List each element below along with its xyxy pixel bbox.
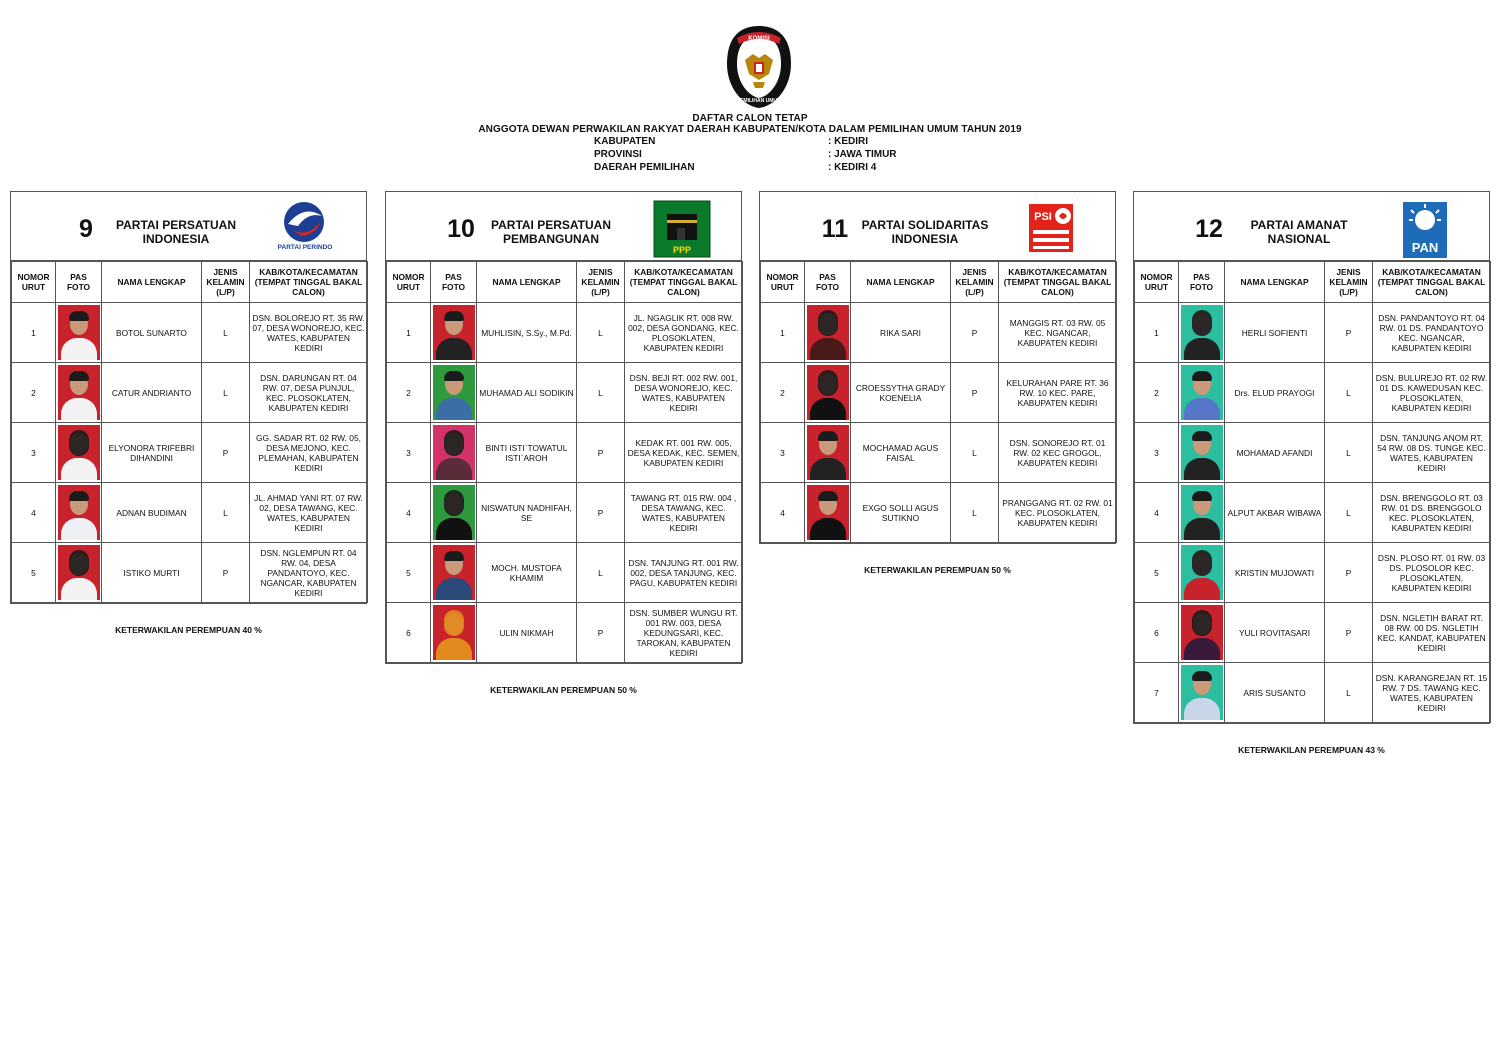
table-row — [12, 303, 368, 363]
candidate-number: 3 — [12, 423, 56, 483]
candidate-name: HERLI SOFIENTI — [1225, 303, 1325, 363]
candidate-address: DSN. NGLEMPUN RT. 04 RW. 04, DESA PANDANTOYO, KEC. NGANCAR, KABUPATEN KEDIRI — [250, 543, 368, 603]
col-jenis-kelamin: JENIS KELAMIN (L/P) — [577, 262, 625, 303]
candidate-number: 7 — [1135, 663, 1179, 723]
candidate-name: ARIS SUSANTO — [1225, 663, 1325, 723]
candidate-photo-cell — [1179, 303, 1225, 363]
candidate-table — [386, 261, 743, 663]
candidate-table — [11, 261, 368, 603]
candidate-name: ULIN NIKMAH — [477, 603, 577, 663]
candidate-name: NISWATUN NADHIFAH, SE — [477, 483, 577, 543]
candidate-photo-cell — [431, 423, 477, 483]
candidate-photo — [1181, 545, 1223, 600]
candidate-name: MUHLISIN, S.Sy., M.Pd. — [477, 303, 577, 363]
candidate-number: 2 — [387, 363, 431, 423]
meta-kabupaten — [594, 136, 868, 147]
candidate-address: KELURAHAN PARE RT. 36 RW. 10 KEC. PARE, KABUPATEN KEDIRI — [999, 363, 1117, 423]
meta-label: DAERAH PEMILIHAN — [594, 162, 695, 173]
candidate-name: RIKA SARI — [851, 303, 951, 363]
col-jenis-kelamin: JENIS KELAMIN (L/P) — [202, 262, 250, 303]
col-nama-lengkap: NAMA LENGKAP — [477, 262, 577, 303]
candidate-gender: P — [202, 543, 250, 603]
table-row — [387, 603, 743, 663]
party-name: PARTAI SOLIDARITAS INDONESIA — [861, 218, 989, 246]
party-name: PARTAI PERSATUAN INDONESIA — [116, 218, 236, 246]
candidate-address: DSN. PANDANTOYO RT. 04 RW. 01 DS. PANDANTOYO KEC. NGANCAR, KABUPATEN KEDIRI — [1373, 303, 1491, 363]
candidate-photo-cell — [805, 363, 851, 423]
col-alamat: KAB/KOTA/KECAMATAN (TEMPAT TINGGAL BAKAL CALON) — [250, 262, 368, 303]
candidate-photo-cell — [805, 483, 851, 543]
col-pas-foto: PAS FOTO — [431, 262, 477, 303]
party-panel — [759, 191, 1116, 575]
col-alamat: KAB/KOTA/KECAMATAN (TEMPAT TINGGAL BAKAL CALON) — [1373, 262, 1491, 303]
table-header-row — [761, 262, 1117, 303]
candidate-photo — [1181, 305, 1223, 360]
candidate-photo-cell — [56, 303, 102, 363]
candidate-photo — [1181, 485, 1223, 540]
candidate-photo — [433, 485, 475, 540]
candidate-gender: P — [951, 363, 999, 423]
logo-text: PSI — [1034, 211, 1052, 223]
candidate-name: ALPUT AKBAR WIBAWA — [1225, 483, 1325, 543]
candidate-photo-cell — [56, 363, 102, 423]
table-row — [387, 543, 743, 603]
party-table-box — [385, 191, 742, 664]
party-header — [760, 192, 1115, 261]
meta-daerah-pemilihan — [594, 162, 876, 173]
candidate-number: 3 — [761, 423, 805, 483]
candidate-photo — [58, 365, 100, 420]
candidate-name: ISTIKO MURTI — [102, 543, 202, 603]
table-row — [12, 543, 368, 603]
candidate-photo — [433, 545, 475, 600]
col-nomor-urut: NOMOR URUT — [387, 262, 431, 303]
candidate-address: KEDAK RT. 001 RW. 005, DESA KEDAK, KEC. SEMEN, KABUPATEN KEDIRI — [625, 423, 743, 483]
candidate-number: 1 — [1135, 303, 1179, 363]
logo-text: PARTAI PERINDO — [278, 244, 332, 251]
candidate-name: ELYONORA TRIFEBRI DIHANDINI — [102, 423, 202, 483]
candidate-gender: L — [1325, 663, 1373, 723]
candidate-gender: L — [577, 303, 625, 363]
candidate-address: DSN. BRENGGOLO RT. 03 RW. 01 DS. BRENGGOLO KEC. PLOSOKLATEN, KABUPATEN KEDIRI — [1373, 483, 1491, 543]
party-panel — [1133, 191, 1490, 755]
col-nama-lengkap: NAMA LENGKAP — [102, 262, 202, 303]
candidate-photo — [807, 305, 849, 360]
candidate-photo-cell — [1179, 543, 1225, 603]
table-row — [1135, 543, 1491, 603]
candidate-number: 1 — [12, 303, 56, 363]
candidate-name: CATUR ANDRIANTO — [102, 363, 202, 423]
candidate-gender: P — [577, 603, 625, 663]
table-header-row — [387, 262, 743, 303]
candidate-number: 2 — [12, 363, 56, 423]
meta-value: : KEDIRI — [828, 136, 868, 147]
candidate-number: 5 — [387, 543, 431, 603]
col-nama-lengkap: NAMA LENGKAP — [1225, 262, 1325, 303]
table-row — [1135, 423, 1491, 483]
col-pas-foto: PAS FOTO — [56, 262, 102, 303]
table-row — [387, 363, 743, 423]
candidate-photo — [1181, 425, 1223, 480]
candidate-address: DSN. PLOSO RT. 01 RW. 03 DS. PLOSOLOR KEC. PLOSOKLATEN, KABUPATEN KEDIRI — [1373, 543, 1491, 603]
table-row — [12, 423, 368, 483]
logo-text-bottom: PEMILIHAN UMUM — [736, 98, 782, 104]
table-row — [1135, 483, 1491, 543]
candidate-address: TAWANG RT. 015 RW. 004 , DESA TAWANG, KEC. WATES, KABUPATEN KEDIRI — [625, 483, 743, 543]
candidate-number: 4 — [387, 483, 431, 543]
candidate-name: Drs. ELUD PRAYOGI — [1225, 363, 1325, 423]
col-alamat: KAB/KOTA/KECAMATAN (TEMPAT TINGGAL BAKAL CALON) — [625, 262, 743, 303]
candidate-address: DSN. NGLETIH BARAT RT. 08 RW. 00 DS. NGLETIH KEC. KANDAT, KABUPATEN KEDIRI — [1373, 603, 1491, 663]
candidate-photo — [433, 365, 475, 420]
candidate-gender: L — [1325, 423, 1373, 483]
col-jenis-kelamin: JENIS KELAMIN (L/P) — [1325, 262, 1373, 303]
party-number: 10 — [447, 215, 475, 243]
table-row — [1135, 363, 1491, 423]
candidate-photo-cell — [1179, 363, 1225, 423]
candidate-address: DSN. TANJUNG RT. 001 RW. 002, DESA TANJUNG, KEC. PAGU, KABUPATEN KEDIRI — [625, 543, 743, 603]
candidate-name: CROESSYTHA GRADY KOENELIA — [851, 363, 951, 423]
candidate-photo — [433, 605, 475, 660]
candidate-gender: P — [1325, 303, 1373, 363]
candidate-address: DSN. SONOREJO RT. 01 RW. 02 KEC GROGOL, KABUPATEN KEDIRI — [999, 423, 1117, 483]
candidate-address: MANGGIS RT. 03 RW. 05 KEC. NGANCAR, KABUPATEN KEDIRI — [999, 303, 1117, 363]
representation-note: KETERWAKILAN PEREMPUAN 50 % — [864, 565, 1011, 575]
candidate-address: DSN. TANJUNG ANOM RT. 54 RW. 08 DS. TUNGE KEC. WATES, KABUPATEN KEDIRI — [1373, 423, 1491, 483]
table-row — [761, 363, 1117, 423]
party-header — [1134, 192, 1489, 261]
party-number: 12 — [1195, 215, 1223, 243]
meta-value: : JAWA TIMUR — [828, 149, 897, 160]
table-row — [387, 483, 743, 543]
candidate-photo-cell — [1179, 423, 1225, 483]
table-header-row — [1135, 262, 1491, 303]
party-header — [386, 192, 741, 261]
candidate-name: KRISTIN MUJOWATI — [1225, 543, 1325, 603]
representation-note: KETERWAKILAN PEREMPUAN 50 % — [490, 685, 637, 695]
candidate-photo-cell — [805, 303, 851, 363]
candidate-gender: P — [202, 423, 250, 483]
candidate-number: 4 — [12, 483, 56, 543]
candidate-photo-cell — [431, 543, 477, 603]
candidate-number: 4 — [1135, 483, 1179, 543]
pan-logo-icon — [1401, 200, 1455, 254]
col-pas-foto: PAS FOTO — [805, 262, 851, 303]
document-title: DAFTAR CALON TETAP — [692, 113, 808, 124]
col-alamat: KAB/KOTA/KECAMATAN (TEMPAT TINGGAL BAKAL CALON) — [999, 262, 1117, 303]
candidate-photo — [1181, 605, 1223, 660]
party-panel — [10, 191, 367, 635]
candidate-photo-cell — [431, 603, 477, 663]
candidate-photo — [807, 365, 849, 420]
candidate-photo — [433, 425, 475, 480]
candidate-name: MOCHAMAD AGUS FAISAL — [851, 423, 951, 483]
candidate-photo-cell — [431, 483, 477, 543]
kpu-logo-icon — [723, 24, 795, 110]
candidate-name: ADNAN BUDIMAN — [102, 483, 202, 543]
candidate-name: YULI ROVITASARI — [1225, 603, 1325, 663]
table-row — [387, 303, 743, 363]
candidate-gender: P — [951, 303, 999, 363]
candidate-address: JL. AHMAD YANI RT. 07 RW. 02, DESA TAWANG, KEC. WATES, KABUPATEN KEDIRI — [250, 483, 368, 543]
candidate-number: 3 — [387, 423, 431, 483]
candidate-gender: L — [202, 483, 250, 543]
candidate-gender: P — [577, 423, 625, 483]
psi-logo-icon — [1027, 200, 1081, 254]
logo-text: PAN — [1411, 240, 1439, 255]
candidate-photo — [58, 545, 100, 600]
party-table-box — [10, 191, 367, 604]
candidate-photo — [807, 425, 849, 480]
candidate-number: 6 — [1135, 603, 1179, 663]
col-nomor-urut: NOMOR URUT — [1135, 262, 1179, 303]
representation-note: KETERWAKILAN PEREMPUAN 40 % — [115, 625, 262, 635]
col-pas-foto: PAS FOTO — [1179, 262, 1225, 303]
table-row — [761, 483, 1117, 543]
candidate-table — [1134, 261, 1491, 723]
candidate-number: 2 — [1135, 363, 1179, 423]
candidate-gender: P — [1325, 603, 1373, 663]
candidate-gender: P — [577, 483, 625, 543]
candidate-name: MOHAMAD AFANDI — [1225, 423, 1325, 483]
candidate-address: DSN. KARANGREJAN RT. 15 RW. 7 DS. TAWANG KEC. WATES, KABUPATEN KEDIRI — [1373, 663, 1491, 723]
candidate-address: DSN. BOLOREJO RT. 35 RW. 07, DESA WONOREJO, KEC. WATES, KABUPATEN KEDIRI — [250, 303, 368, 363]
candidate-photo-cell — [56, 483, 102, 543]
party-header — [11, 192, 366, 261]
candidate-number: 4 — [761, 483, 805, 543]
candidate-photo — [1181, 365, 1223, 420]
candidate-photo-cell — [56, 423, 102, 483]
candidate-photo-cell — [431, 363, 477, 423]
party-name: PARTAI AMANAT NASIONAL — [1250, 218, 1348, 246]
candidate-address: JL. NGAGLIK RT. 008 RW. 002, DESA GONDANG, KEC. PLOSOKLATEN, KABUPATEN KEDIRI — [625, 303, 743, 363]
candidate-photo — [433, 305, 475, 360]
candidate-name: EXGO SOLLI AGUS SUTIKNO — [851, 483, 951, 543]
candidate-photo — [58, 425, 100, 480]
candidate-name: BOTOL SUNARTO — [102, 303, 202, 363]
candidate-name: MOCH. MUSTOFA KHAMIM — [477, 543, 577, 603]
candidate-photo-cell — [431, 303, 477, 363]
candidate-photo-cell — [56, 543, 102, 603]
logo-text-top: KOMISI — [748, 36, 770, 42]
table-row — [761, 303, 1117, 363]
candidate-number: 5 — [1135, 543, 1179, 603]
candidate-name: BINTI ISTI`TOWATUL ISTI`AROH — [477, 423, 577, 483]
table-row — [12, 363, 368, 423]
candidate-gender: P — [1325, 543, 1373, 603]
candidate-address: PRANGGANG RT. 02 RW. 01 KEC. PLOSOKLATEN, KABUPATEN KEDIRI — [999, 483, 1117, 543]
candidate-photo — [58, 305, 100, 360]
meta-provinsi — [594, 149, 897, 160]
table-row — [12, 483, 368, 543]
party-panel — [385, 191, 742, 695]
ppp-logo-icon — [653, 200, 707, 254]
table-header-row — [12, 262, 368, 303]
candidate-gender: L — [951, 483, 999, 543]
perindo-logo-icon — [278, 200, 332, 254]
table-row — [1135, 603, 1491, 663]
party-table-box — [759, 191, 1116, 544]
candidate-gender: L — [202, 363, 250, 423]
party-number: 11 — [821, 215, 849, 243]
candidate-gender: L — [951, 423, 999, 483]
candidate-gender: L — [1325, 363, 1373, 423]
candidate-name: MUHAMAD ALI SODIKIN — [477, 363, 577, 423]
candidate-number: 2 — [761, 363, 805, 423]
meta-value: : KEDIRI 4 — [828, 162, 877, 173]
candidate-photo-cell — [1179, 483, 1225, 543]
candidate-address: DSN. BULUREJO RT. 02 RW. 01 DS. KAWEDUSAN KEC. PLOSOKLATEN, KABUPATEN KEDIRI — [1373, 363, 1491, 423]
col-jenis-kelamin: JENIS KELAMIN (L/P) — [951, 262, 999, 303]
candidate-photo — [58, 485, 100, 540]
candidate-gender: L — [1325, 483, 1373, 543]
candidate-photo — [1181, 665, 1223, 720]
document-subtitle: ANGGOTA DEWAN PERWAKILAN RAKYAT DAERAH KABUPATEN/KOTA DALAM PEMILIHAN UMUM TAHUN 2019 — [478, 124, 1022, 135]
col-nama-lengkap: NAMA LENGKAP — [851, 262, 951, 303]
col-nomor-urut: NOMOR URUT — [12, 262, 56, 303]
candidate-gender: L — [577, 543, 625, 603]
candidate-photo-cell — [805, 423, 851, 483]
representation-note: KETERWAKILAN PEREMPUAN 43 % — [1238, 745, 1385, 755]
candidate-photo-cell — [1179, 603, 1225, 663]
candidate-address: GG. SADAR RT. 02 RW. 05, DESA MEJONO, KEC. PLEMAHAN, KABUPATEN KEDIRI — [250, 423, 368, 483]
candidate-address: DSN. SUMBER WUNGU RT. 001 RW. 003, DESA KEDUNGSARI, KEC. TAROKAN, KABUPATEN KEDIRI — [625, 603, 743, 663]
candidate-address: DSN. DARUNGAN RT. 04 RW. 07, DESA PUNJUL, KEC. PLOSOKLATEN, KABUPATEN KEDIRI — [250, 363, 368, 423]
party-table-box — [1133, 191, 1490, 724]
candidate-number: 5 — [12, 543, 56, 603]
party-name: PARTAI PERSATUAN PEMBANGUNAN — [491, 218, 611, 246]
table-row — [387, 423, 743, 483]
table-row — [761, 423, 1117, 483]
col-nomor-urut: NOMOR URUT — [761, 262, 805, 303]
logo-text: PPP — [672, 245, 692, 255]
candidate-gender: L — [202, 303, 250, 363]
candidate-number: 6 — [387, 603, 431, 663]
candidate-address: DSN. BEJI RT. 002 RW. 001, DESA WONOREJO, KEC. WATES, KABUPATEN KEDIRI — [625, 363, 743, 423]
candidate-number: 1 — [387, 303, 431, 363]
candidate-gender: L — [577, 363, 625, 423]
candidate-table — [760, 261, 1117, 543]
candidate-photo — [807, 485, 849, 540]
table-row — [1135, 663, 1491, 723]
party-number: 9 — [79, 215, 93, 243]
meta-label: PROVINSI — [594, 149, 642, 160]
meta-label: KABUPATEN — [594, 136, 656, 147]
candidate-photo-cell — [1179, 663, 1225, 723]
candidate-number: 3 — [1135, 423, 1179, 483]
table-row — [1135, 303, 1491, 363]
candidate-number: 1 — [761, 303, 805, 363]
